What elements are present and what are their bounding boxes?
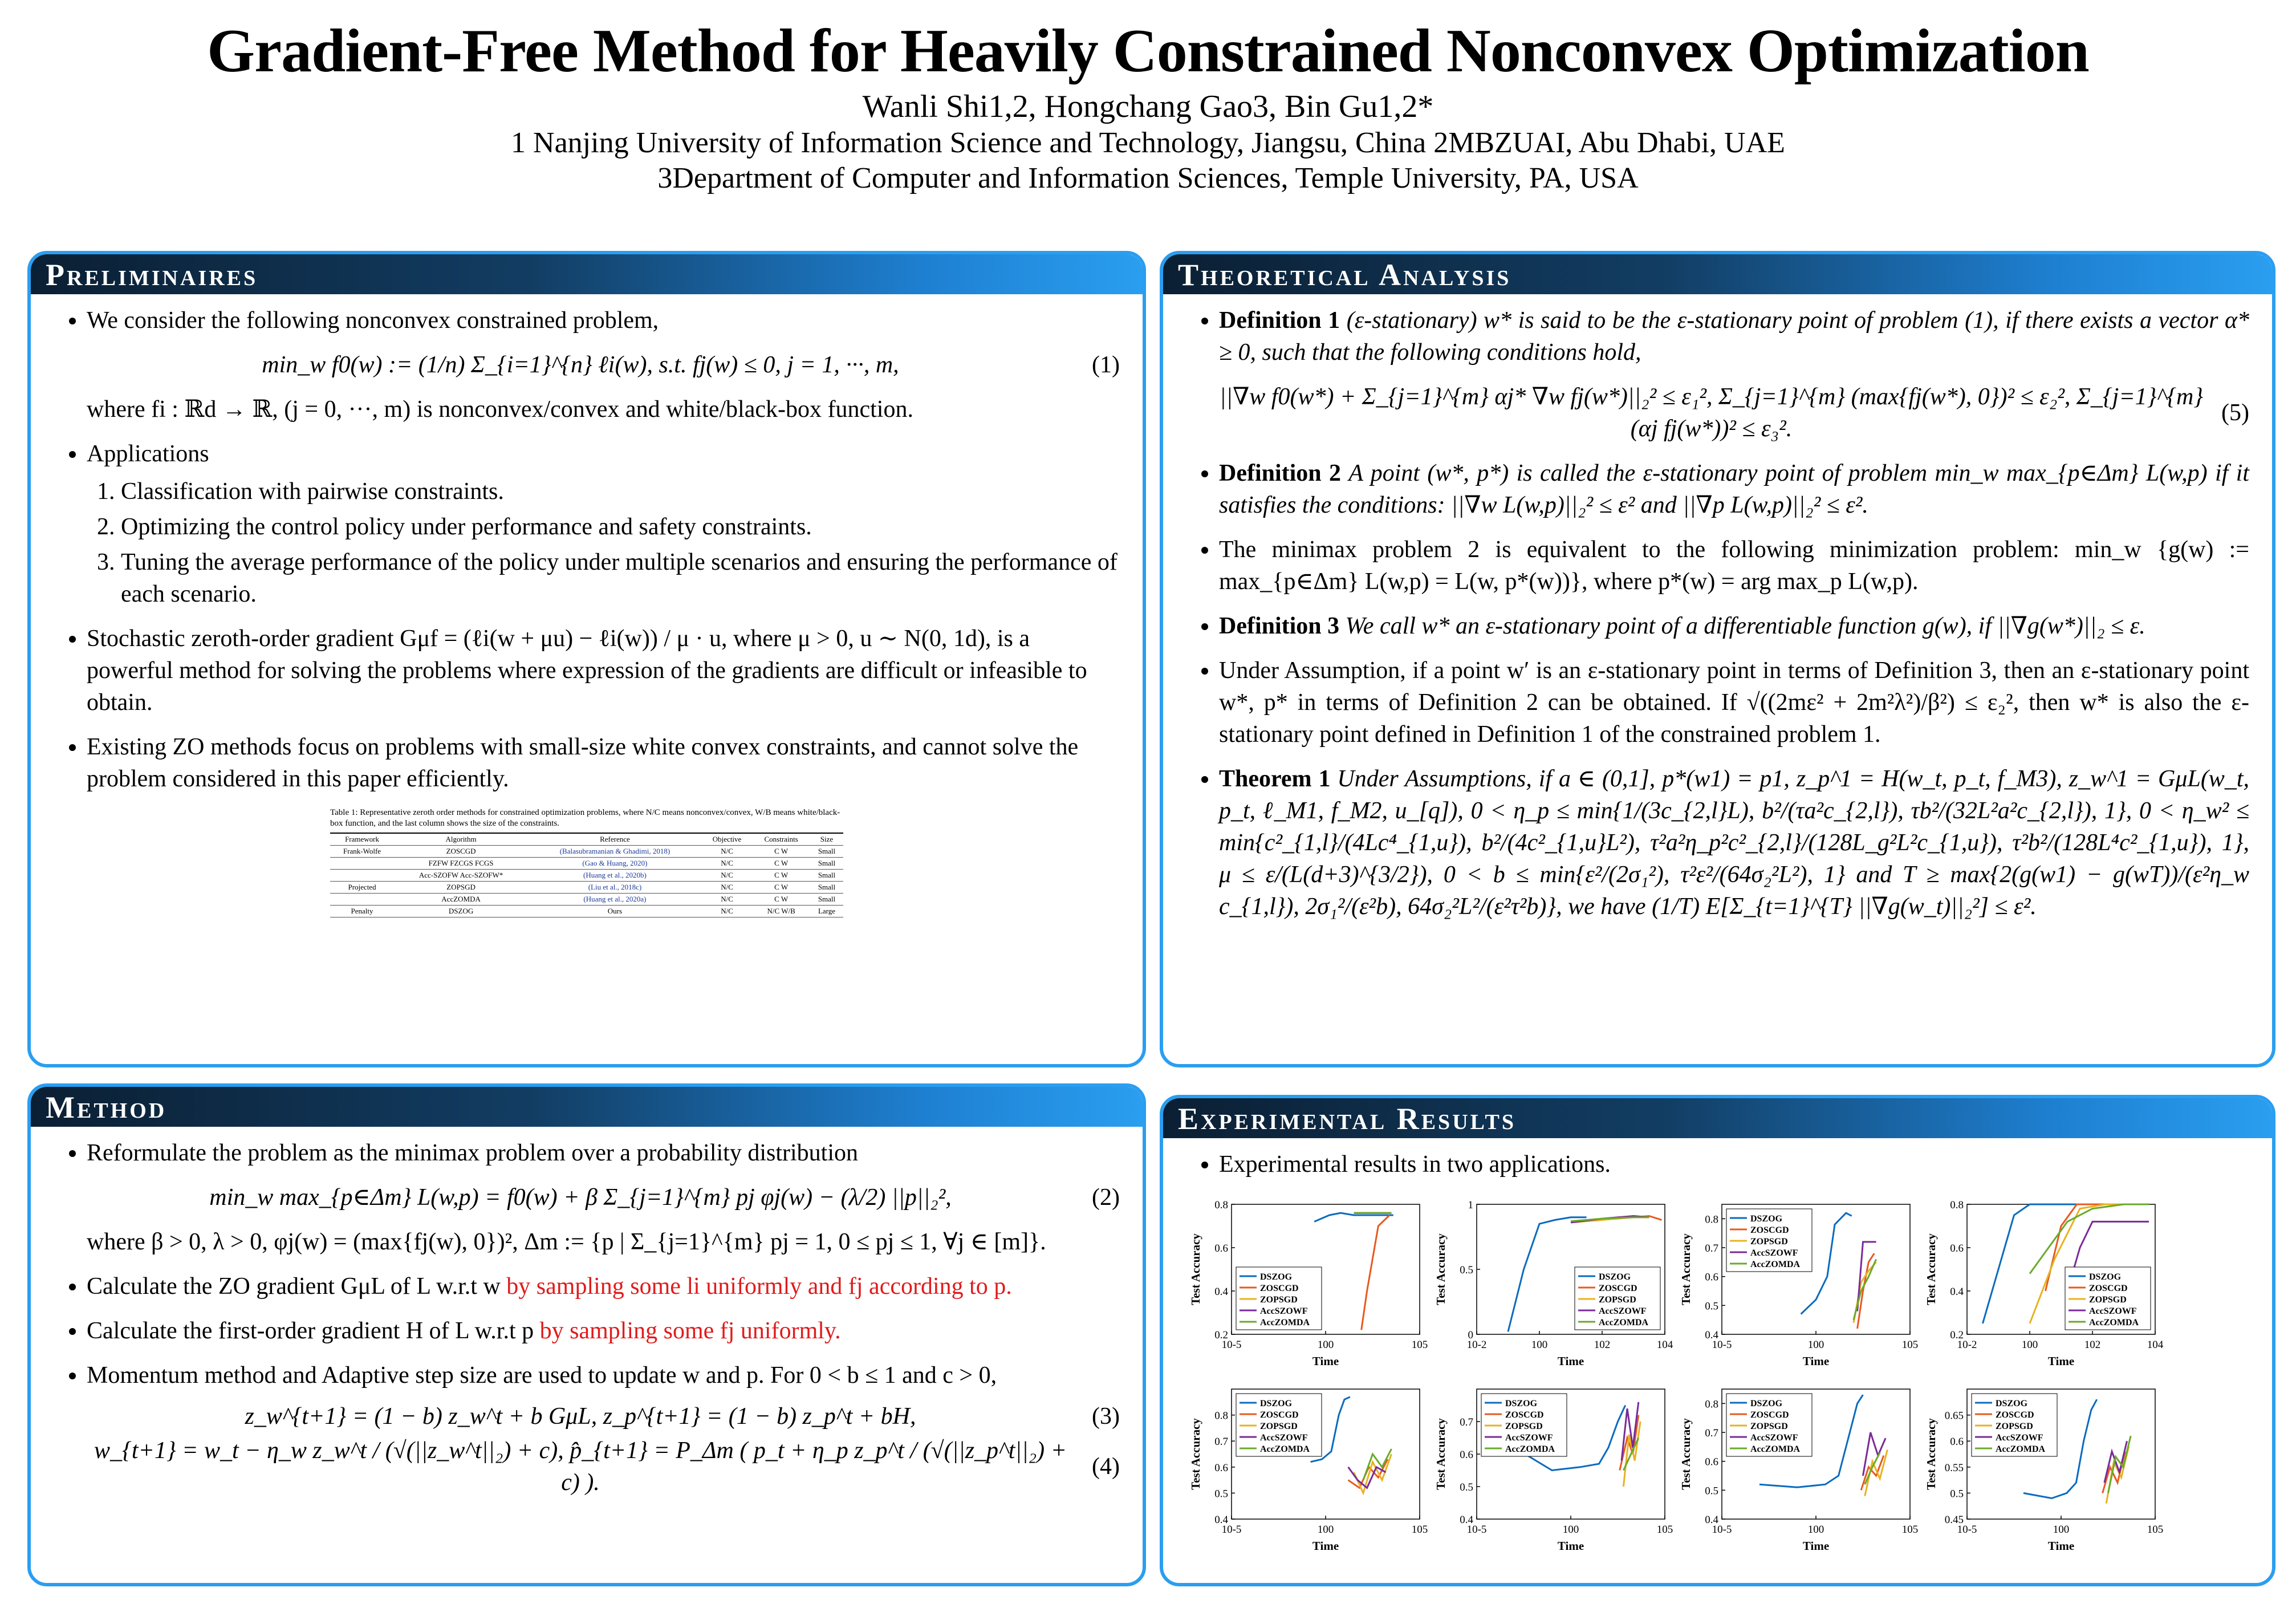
- x-tick-label: 10-5: [1712, 1339, 1732, 1351]
- y-tick-label: 0.5: [1460, 1481, 1473, 1493]
- x-axis-label: Time: [1557, 1539, 1584, 1553]
- definition-2-label: Definition 2: [1219, 460, 1342, 486]
- y-tick-label: 0.6: [1214, 1243, 1228, 1254]
- table-row: [330, 846, 843, 858]
- definition-3: [1219, 610, 2249, 642]
- y-tick-label: 0.5: [1705, 1300, 1718, 1313]
- table-cell: Small: [810, 846, 843, 858]
- table-cell: (Gao & Huang, 2020): [528, 858, 702, 870]
- y-tick-label: 0.4: [1705, 1514, 1718, 1526]
- theorem-1-label: Theorem 1: [1219, 766, 1331, 792]
- table-cell: ZOPSGD: [394, 882, 528, 894]
- table-cell: N/C: [702, 846, 753, 858]
- prelim-bullet-problem: [87, 304, 1120, 425]
- y-tick-label: 0.6: [1460, 1449, 1473, 1461]
- y-tick-label: 0.6: [1950, 1436, 1964, 1448]
- legend-label: AccSZOWF: [1505, 1433, 1553, 1443]
- equation-5-number: (5): [2221, 400, 2249, 426]
- y-tick-label: 0.4: [1460, 1514, 1473, 1526]
- y-tick-label: 0.8: [1214, 1199, 1228, 1211]
- x-tick-label: 104: [2147, 1339, 2164, 1351]
- definition-2: [1219, 457, 2249, 521]
- legend-label: DSZOG: [1599, 1272, 1631, 1282]
- method-momentum-text: Momentum method and Adaptive step size are used to update w and p. For 0 < b ≤ 1 and c > 0,: [87, 1362, 997, 1388]
- y-tick-label: 0.7: [1214, 1436, 1228, 1448]
- methods-table: [330, 833, 843, 917]
- table-cell: [330, 858, 394, 870]
- method-fo-text: Calculate the first-order gradient H of L w.r.t p: [87, 1318, 540, 1344]
- table-cell: ZOSCGD: [394, 846, 528, 858]
- x-axis-label: Time: [1312, 1354, 1339, 1368]
- legend-label: AccSZOWF: [1599, 1306, 1647, 1316]
- x-tick-label: 105: [1901, 1339, 1919, 1351]
- x-tick-label: 10-5: [1466, 1524, 1487, 1536]
- legend-label: ZOPSGD: [1750, 1237, 1788, 1247]
- chart-svg: [1676, 1378, 1921, 1554]
- experiment-chart: [1676, 1193, 1921, 1370]
- theory-assumption: [1219, 655, 2249, 750]
- y-tick-label: 0.5: [1460, 1264, 1473, 1276]
- legend-label: AccSZOWF: [1996, 1433, 2043, 1443]
- legend-label: ZOSCGD: [1260, 1410, 1299, 1420]
- y-tick-label: 0.6: [1214, 1461, 1228, 1474]
- table-cell: N/C: [702, 870, 753, 882]
- table-cell: Ours: [528, 906, 702, 917]
- equation-2-expr: min_w max_{p∈Δm} L(w,p) = f0(w) + β Σ_{j=1}^{m} pj φj(w) − (λ/2) ||p||₂²,: [209, 1184, 952, 1211]
- x-axis-label: Time: [1802, 1354, 1830, 1368]
- table-cell: N/C: [702, 894, 753, 906]
- table-cell: N/C: [702, 858, 753, 870]
- method-bullet-first-order: [87, 1315, 1120, 1347]
- experiment-chart: [1676, 1378, 1921, 1554]
- table-row: [330, 882, 843, 894]
- x-tick-label: 100: [1807, 1524, 1824, 1536]
- section-heading-method: Method: [31, 1087, 1143, 1127]
- table-header: Objective: [702, 833, 753, 846]
- y-tick-label: 0.6: [1705, 1271, 1718, 1284]
- x-axis-label: Time: [2047, 1539, 2075, 1553]
- table-cell: C W: [752, 846, 810, 858]
- legend-label: AccZOMDA: [1505, 1444, 1555, 1454]
- section-heading-theory: Theoretical Analysis: [1163, 254, 2272, 294]
- equation-4-expr: w_{t+1} = w_t − η_w z_w^t / (√(||z_w^t||₂) + c), p̂_{t+1} = P_Δm ( p_t + η_p z_p^t / (√(||z_p^t||₂) + c) ).: [94, 1438, 1067, 1496]
- x-tick-label: 100: [1317, 1524, 1334, 1536]
- x-tick-label: 100: [1562, 1524, 1579, 1536]
- x-tick-label: 105: [1901, 1524, 1919, 1536]
- definition-1: [1219, 304, 2249, 445]
- methods-table-figure: [330, 807, 843, 917]
- y-axis-label: Test Accuracy: [1189, 1418, 1202, 1490]
- table-cell: DSZOG: [394, 906, 528, 917]
- y-axis-label: Test Accuracy: [1924, 1418, 1938, 1490]
- y-axis-label: Test Accuracy: [1434, 1233, 1448, 1305]
- chart-svg: [1921, 1378, 2167, 1554]
- legend-label: DSZOG: [2089, 1272, 2122, 1282]
- legend-label: AccZOMDA: [2089, 1318, 2139, 1327]
- y-tick-label: 0.5: [1705, 1485, 1718, 1497]
- legend-label: ZOPSGD: [1996, 1422, 2033, 1431]
- prelim-bullet-existing-methods: [87, 731, 1120, 795]
- table-cell: Penalty: [330, 906, 394, 917]
- table-header: Size: [810, 833, 843, 846]
- applications-label: Applications: [87, 441, 209, 467]
- legend-label: AccZOMDA: [1599, 1318, 1649, 1327]
- legend-label: AccSZOWF: [1260, 1433, 1308, 1443]
- table-cell: Small: [810, 870, 843, 882]
- legend-label: ZOPSGD: [1599, 1295, 1636, 1305]
- method-text: Reformulate the problem as the minimax problem over a probability distribution: [87, 1140, 859, 1166]
- legend-label: DSZOG: [1260, 1272, 1293, 1282]
- table-cell: (Liu et al., 2018c): [528, 882, 702, 894]
- experiment-chart: [1431, 1193, 1676, 1370]
- legend-label: ZOSCGD: [1996, 1410, 2034, 1420]
- poster-header: [0, 17, 2296, 196]
- y-tick-label: 0.55: [1944, 1461, 1964, 1474]
- experiment-chart: [1431, 1378, 1676, 1554]
- table-row: [330, 906, 843, 917]
- theory-equivalence: [1219, 534, 2249, 598]
- x-tick-label: 102: [1594, 1339, 1611, 1351]
- y-tick-label: 0: [1468, 1329, 1473, 1341]
- y-tick-label: 0.7: [1705, 1427, 1718, 1439]
- legend-label: ZOSCGD: [1505, 1410, 1544, 1420]
- table-cell: N/C: [702, 882, 753, 894]
- x-axis-label: Time: [2047, 1354, 2075, 1368]
- table-cell: [330, 870, 394, 882]
- legend-label: ZOSCGD: [1599, 1284, 1637, 1293]
- y-tick-label: 0.65: [1944, 1410, 1964, 1422]
- y-tick-label: 0.7: [1705, 1243, 1718, 1254]
- experiment-bullet: [1219, 1148, 2249, 1180]
- y-tick-label: 0.5: [1950, 1488, 1964, 1500]
- table-cell: Large: [810, 906, 843, 917]
- prelim-problem-tail: where fi : ℝd → ℝ, (j = 0, ···, m) is nonconvex/convex and white/black-box function.: [87, 396, 913, 423]
- chart-svg: [1676, 1193, 1921, 1370]
- panel-method: [27, 1083, 1146, 1586]
- table-cell: Frank-Wolfe: [330, 846, 394, 858]
- equation-4-number: (4): [1092, 1454, 1120, 1480]
- x-axis-label: Time: [1557, 1354, 1584, 1368]
- equation-3-number: (3): [1092, 1403, 1120, 1430]
- table-cell: C W: [752, 882, 810, 894]
- y-tick-label: 0.4: [1214, 1514, 1228, 1526]
- y-tick-label: 0.4: [1705, 1329, 1718, 1341]
- x-tick-label: 102: [2084, 1339, 2101, 1351]
- y-tick-label: 0.4: [1950, 1286, 1964, 1298]
- table-cell: (Huang et al., 2020a): [528, 894, 702, 906]
- table-cell: (Huang et al., 2020b): [528, 870, 702, 882]
- method-zo-highlight: by sampling some li uniformly and fj according to p.: [506, 1273, 1012, 1300]
- definition-1-label: Definition 1: [1219, 307, 1340, 334]
- theorem-1-text: Under Assumptions, if a ∈ (0,1], p*(w1) = p1, z_p^1 = H(w_t, p_t, f_M3), z_w^1 = GμL(w_t, p_t, ℓ_M1, f_M2, u_[q]), 0 < η_p ≤ min{1/(3c_{2,l}L), b²/(τa²c_{2,l}), τb²/(32L²a²c_{2,l}), 1}, 0 < η_w² ≤ min{c²_{1,l}/(4Lc⁴_{1,u}), b²/(4c²_{1,u}L²), τ²a²η_p²c²_{2,l}/(128L_g²L²c_{1,u}), τ²b²/(128L⁴c²_{1,u}), 1}, μ ≤ ε/(L(d+3)^{3/2}), 0 < b ≤ min{ε²/(2σ₁²), τ²ε²/(64σ₂²L²), 1} and T ≥ max{2(g(w1) − g(wT))/(ε²η_w c_{1,l}), 2σ₁²/(ε²b), 64σ₂²L²/(ε²τ²b)}, we have (1/T) E[Σ_{t=1}^{T} ||∇g(w_t)||₂²] ≤ ε².: [1219, 766, 2249, 920]
- method-bullet-minimax: [87, 1137, 1120, 1258]
- y-tick-label: 0.8: [1705, 1398, 1718, 1411]
- prelim-bullet-applications: [87, 438, 1120, 610]
- legend-label: ZOSCGD: [2089, 1284, 2128, 1293]
- table-cell: Small: [810, 858, 843, 870]
- y-axis-label: Test Accuracy: [1679, 1418, 1693, 1490]
- equation-3: [87, 1400, 1120, 1432]
- prelim-text: We consider the following nonconvex constrained problem,: [87, 307, 659, 334]
- x-axis-label: Time: [1802, 1539, 1830, 1553]
- method-bullet-zo-gradient: [87, 1270, 1120, 1302]
- legend-label: DSZOG: [1996, 1399, 2028, 1408]
- x-tick-label: 10-5: [1221, 1339, 1242, 1351]
- table-cell: [330, 894, 394, 906]
- x-tick-label: 105: [1411, 1339, 1428, 1351]
- table-cell: C W: [752, 870, 810, 882]
- definition-1-text: (ε-stationary) w* is said to be the ε-stationary point of problem (1), if there exists a vector α* ≥ 0, such that the following conditions hold,: [1219, 307, 2250, 366]
- chart-svg: [1431, 1193, 1676, 1370]
- equivalence-text: The minimax problem 2 is equivalent to the following minimization problem: min_w {g(w) := max_{p∈Δm} L(w,p) = L(w, p*(w))}, where p*(w) = arg max_p L(w,p).: [1219, 537, 2249, 595]
- experiment-chart: [1921, 1378, 2167, 1554]
- method-zo-text: Calculate the ZO gradient GμL of L w.r.t w: [87, 1273, 507, 1300]
- equation-2: [87, 1182, 1120, 1213]
- definition-3-label: Definition 3: [1219, 613, 1340, 639]
- zo-gradient-text: Stochastic zeroth-order gradient Gμf = (ℓi(w + μu) − ℓi(w)) / μ · u, where μ > 0, u ∼ N(0, 1d), is a powerful method for solving the problems where expression of the gradients are difficult or infeasible to obtain.: [87, 626, 1087, 716]
- table-cell: (Balasubramanian & Ghadimi, 2018): [528, 846, 702, 858]
- y-tick-label: 0.8: [1214, 1410, 1228, 1422]
- legend-label: DSZOG: [1750, 1399, 1783, 1408]
- equation-4: [87, 1435, 1120, 1499]
- panel-experimental-results: [1160, 1095, 2275, 1586]
- experiment-text: Experimental results in two applications.: [1219, 1151, 1611, 1178]
- y-axis-label: Test Accuracy: [1924, 1233, 1938, 1305]
- author-list: Wanli Shi1,2, Hongchang Gao3, Bin Gu1,2*: [862, 89, 1434, 124]
- legend-label: AccZOMDA: [1260, 1444, 1310, 1454]
- section-heading-experiments: Experimental Results: [1163, 1098, 2272, 1138]
- section-heading-preliminaires: Preliminaires: [31, 254, 1143, 294]
- experiment-chart: [1186, 1193, 1431, 1370]
- x-tick-label: 100: [1317, 1339, 1334, 1351]
- chart-svg: [1921, 1193, 2167, 1370]
- affiliation-line-1: 1 Nanjing University of Information Science and Technology, Jiangsu, China 2MBZUAI, Abu Dhabi, UAE: [511, 127, 1785, 159]
- legend-label: ZOPSGD: [1505, 1422, 1543, 1431]
- method-minimax-tail: where β > 0, λ > 0, φj(w) = (max{fj(w), 0})², Δm := {p | Σ_{j=1}^{m} pj = 1, 0 ≤ pj ≤ 1, ∀j ∈ [m]}.: [87, 1229, 1046, 1255]
- equation-1-expr: min_w f0(w) := (1/n) Σ_{i=1}^{n} ℓi(w), s.t. fj(w) ≤ 0, j = 1, ···, m,: [262, 352, 899, 378]
- equation-5-expr: ||∇w f0(w*) + Σ_{j=1}^{m} αj* ∇w fj(w*)||₂² ≤ ε₁², Σ_{j=1}^{m} (max{fj(w*), 0})² ≤ ε₂², Σ_{j=1}^{m} (αj fj(w*))² ≤ ε₃².: [1219, 384, 2204, 442]
- poster-title: Gradient-Free Method for Heavily Constrained Nonconvex Optimization: [207, 17, 2089, 85]
- chart-svg: [1186, 1378, 1431, 1554]
- legend-label: ZOSCGD: [1750, 1410, 1789, 1420]
- x-tick-label: 100: [2053, 1524, 2070, 1536]
- definition-3-text: We call w* an ε-stationary point of a differentiable function g(w), if ||∇g(w*)||₂ ≤ ε.: [1345, 613, 2145, 639]
- table-cell: C W: [752, 858, 810, 870]
- y-tick-label: 0.2: [1950, 1329, 1964, 1341]
- y-axis-label: Test Accuracy: [1189, 1233, 1202, 1305]
- y-tick-label: 1: [1468, 1199, 1473, 1211]
- equation-1: [87, 349, 1120, 381]
- table-cell: Projected: [330, 882, 394, 894]
- x-tick-label: 10-2: [1957, 1339, 1977, 1351]
- legend-label: ZOPSGD: [1750, 1422, 1788, 1431]
- table-header: Framework: [330, 833, 394, 846]
- existing-methods-text: Existing ZO methods focus on problems with small-size white convex constraints, and cannot solve the problem considered in this paper efficiently.: [87, 734, 1079, 792]
- table-cell: Small: [810, 882, 843, 894]
- table-cell: N/C: [702, 906, 753, 917]
- table-header: Algorithm: [394, 833, 528, 846]
- x-tick-label: 10-2: [1466, 1339, 1487, 1351]
- x-tick-label: 105: [1411, 1524, 1428, 1536]
- y-tick-label: 0.2: [1214, 1329, 1228, 1341]
- legend-label: AccZOMDA: [1750, 1444, 1801, 1454]
- legend-label: DSZOG: [1750, 1214, 1783, 1224]
- table-cell: C W: [752, 894, 810, 906]
- table-cell: AccZOMDA: [394, 894, 528, 906]
- prelim-bullet-zo-gradient: [87, 623, 1120, 718]
- y-tick-label: 0.4: [1214, 1286, 1228, 1298]
- application-item: 3. Tuning the average performance of the policy under multiple scenarios and ensuring the performance of each scenario.: [121, 546, 1120, 610]
- chart-svg: [1186, 1193, 1431, 1370]
- legend-label: AccZOMDA: [1260, 1318, 1310, 1327]
- application-item: 1. Classification with pairwise constraints.: [121, 476, 1120, 508]
- legend-label: AccSZOWF: [1750, 1248, 1798, 1258]
- table-row: [330, 894, 843, 906]
- x-tick-label: 105: [2147, 1524, 2164, 1536]
- legend-label: ZOPSGD: [1260, 1295, 1298, 1305]
- legend-label: AccSZOWF: [2089, 1306, 2137, 1316]
- legend-label: AccSZOWF: [1750, 1433, 1798, 1443]
- assumption-text: Under Assumption, if a point w′ is an ε-stationary point in terms of Definition 3, then an ε-stationary point w*, p* in terms of Definition 2 can be obtained. If √((2mε² + 2m²λ²)/β²) ≤ ε₂², then w* is also the ε-stationary point defined in Definition 1 of the constrained problem 1.: [1219, 657, 2249, 748]
- y-tick-label: 0.6: [1950, 1243, 1964, 1254]
- table-row: [330, 858, 843, 870]
- legend-label: ZOPSGD: [1260, 1422, 1298, 1431]
- equation-1-number: (1): [1092, 352, 1120, 378]
- x-tick-label: 10-5: [1712, 1524, 1732, 1536]
- chart-svg: [1431, 1378, 1676, 1554]
- y-tick-label: 0.8: [1705, 1213, 1718, 1226]
- y-tick-label: 0.8: [1950, 1199, 1964, 1211]
- table-header: Constraints: [752, 833, 810, 846]
- application-item: 2. Optimizing the control policy under performance and safety constraints.: [121, 511, 1120, 543]
- x-tick-label: 10-5: [1221, 1524, 1242, 1536]
- y-tick-label: 0.45: [1944, 1514, 1964, 1526]
- table-cell: Acc-SZOFW Acc-SZOFW*: [394, 870, 528, 882]
- experiment-chart: [1921, 1193, 2167, 1370]
- x-axis-label: Time: [1312, 1539, 1339, 1553]
- theorem-1: [1219, 763, 2249, 923]
- y-tick-label: 0.5: [1214, 1488, 1228, 1500]
- legend-label: ZOSCGD: [1750, 1225, 1789, 1235]
- equation-3-expr: z_w^{t+1} = (1 − b) z_w^t + b GμL, z_p^{t+1} = (1 − b) z_p^t + bH,: [245, 1403, 916, 1430]
- y-tick-label: 0.7: [1460, 1416, 1473, 1428]
- experiment-chart-grid: [1186, 1193, 2249, 1554]
- table-cell: Small: [810, 894, 843, 906]
- table-cell: FZFW FZCGS FCGS: [394, 858, 528, 870]
- table-header: Reference: [528, 833, 702, 846]
- equation-5: [1219, 381, 2249, 445]
- legend-label: AccZOMDA: [1750, 1260, 1801, 1269]
- experiment-chart: [1186, 1378, 1431, 1554]
- equation-2-number: (2): [1092, 1184, 1120, 1211]
- method-bullet-momentum: [87, 1359, 1120, 1499]
- panel-preliminaires: [27, 251, 1146, 1067]
- legend-label: AccSZOWF: [1260, 1306, 1308, 1316]
- legend-label: ZOPSGD: [2089, 1295, 2127, 1305]
- x-tick-label: 100: [1807, 1339, 1824, 1351]
- table-cell: N/C W/B: [752, 906, 810, 917]
- legend-label: AccZOMDA: [1996, 1444, 2046, 1454]
- method-fo-highlight: by sampling some fj uniformly.: [539, 1318, 841, 1344]
- affiliation-line-2: 3Department of Computer and Information Sciences, Temple University, PA, USA: [657, 162, 1639, 194]
- y-axis-label: Test Accuracy: [1434, 1418, 1448, 1490]
- legend-label: DSZOG: [1260, 1399, 1293, 1408]
- x-tick-label: 105: [1656, 1524, 1673, 1536]
- table-row: [330, 870, 843, 882]
- x-tick-label: 100: [1531, 1339, 1548, 1351]
- panel-theoretical-analysis: [1160, 251, 2275, 1067]
- table-caption: Table 1: Representative zeroth order methods for constrained optimization problems, where N/C means nonconvex/convex, W/B means white/black-box function, and the last column shows the size of the constraints.: [330, 808, 840, 828]
- x-tick-label: 10-5: [1957, 1524, 1977, 1536]
- y-tick-label: 0.6: [1705, 1456, 1718, 1468]
- legend-label: DSZOG: [1505, 1399, 1538, 1408]
- x-tick-label: 100: [2021, 1339, 2038, 1351]
- legend-label: ZOSCGD: [1260, 1284, 1299, 1293]
- x-tick-label: 104: [1656, 1339, 1673, 1351]
- y-axis-label: Test Accuracy: [1679, 1233, 1693, 1305]
- definition-2-text: A point (w*, p*) is called the ε-stationary point of problem min_w max_{p∈Δm} L(w,p) if it satisfies the conditions: ||∇w L(w,p)||₂² ≤ ε² and ||∇p L(w,p)||₂² ≤ ε².: [1219, 460, 2250, 518]
